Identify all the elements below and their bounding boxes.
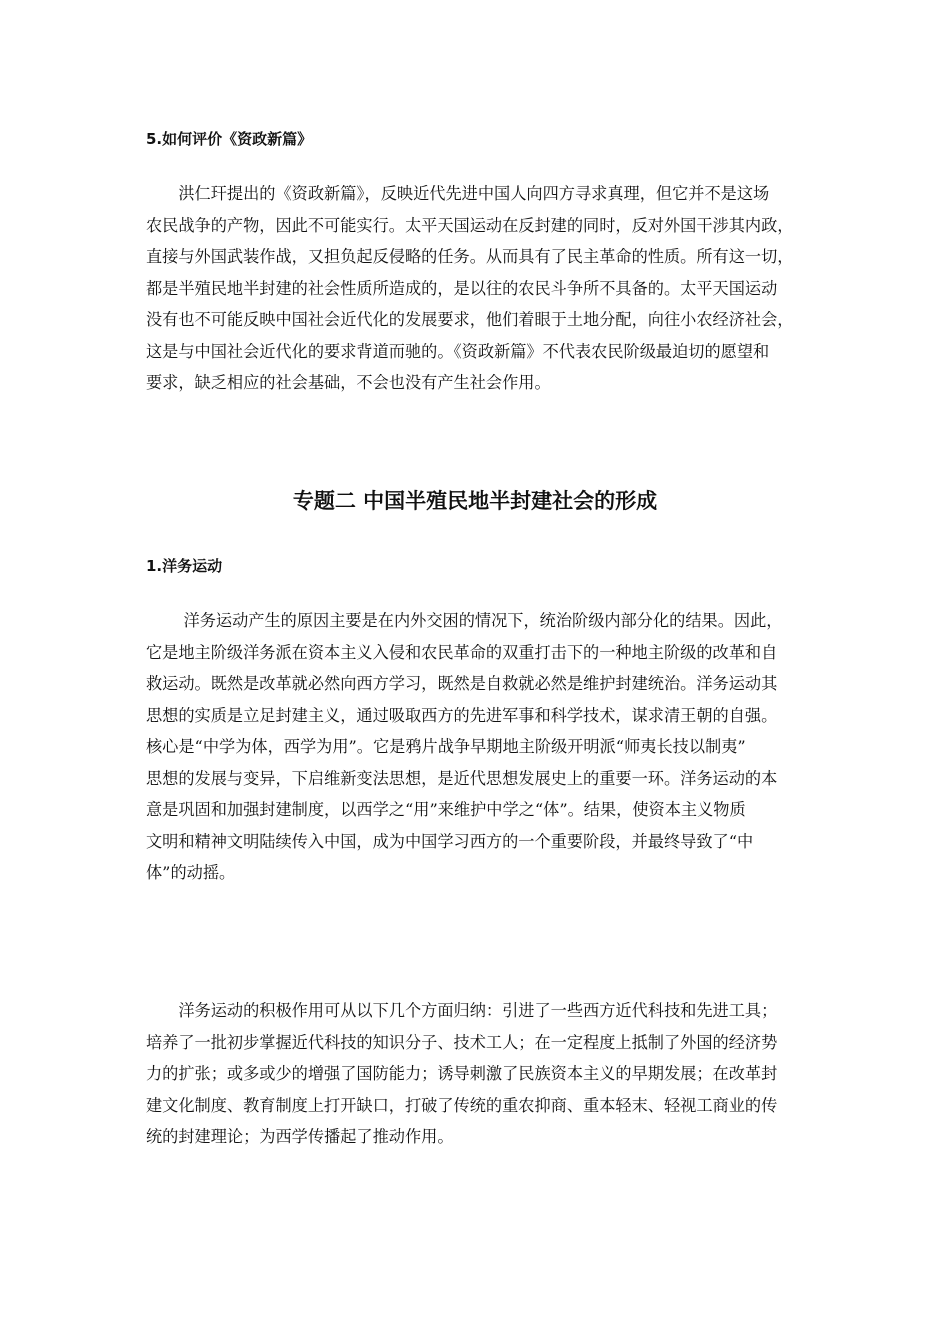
paragraph-line: 救运动。既然是改革就必然向西方学习，既然是自救就必然是维护封建统治。洋务运动其 (146, 674, 778, 693)
section-5-heading: 5.如何评价《资政新篇》 (146, 130, 313, 148)
paragraph-line: 都是半殖民地半封建的社会性质所造成的，是以往的农民斗争所不具备的。太平天国运动 (146, 278, 778, 298)
paragraph-line: 思想的发展与变异，下启维新变法思想，是近代思想发展史上的重要一环。洋务运动的本 (146, 768, 778, 788)
paragraph-line: 洋务运动产生的原因主要是在内外交困的情况下，统治阶级内部分化的结果。因此， (146, 611, 783, 630)
paragraph-line: 它是地主阶级洋务派在资本主义入侵和农民革命的双重打击下的一种地主阶级的改革和自 (146, 642, 778, 662)
paragraph-line: 洪仁玕提出的《资政新篇》，反映近代先进中国人向四方寻求真理，但它并不是这场 (146, 184, 770, 203)
paragraph-line: 培养了一批初步掌握近代科技的知识分子、技术工人；在一定程度上抵制了外国的经济势 (146, 1032, 778, 1052)
section-5-paragraph (146, 178, 808, 399)
paragraph-line: 洋务运动的积极作用可从以下几个方面归纳：引进了一些西方近代科技和先进工具； (146, 1001, 778, 1020)
paragraph-line: 思想的实质是立足封建主义，通过吸取西方的先进军事和科学技术，谋求清王朝的自强。 (146, 705, 778, 725)
topic-2-title: 专题二 中国半殖民地半封建社会的形成 (292, 489, 658, 513)
section-1-heading: 1.洋务运动 (146, 557, 223, 575)
paragraph-line: 文明和精神文明陆续传入中国，成为中国学习西方的一个重要阶段，并最终导致了“中 (146, 831, 754, 851)
paragraph-line: 这是与中国社会近代化的要求背道而驰的。《资政新篇》不代表农民阶级最迫切的愿望和 (146, 341, 770, 361)
paragraph-line: 直接与外国武装作战，又担负起反侵略的任务。从而具有了民主革命的性质。所有这一切， (146, 247, 794, 266)
paragraph-line: 统的封建理论；为西学传播起了推动作用。 (146, 1127, 454, 1146)
section-1-paragraph-2 (146, 995, 808, 1153)
paragraph-line: 力的扩张；或多或少的增强了国防能力；诱导刺激了民族资本主义的早期发展；在改革封 (146, 1064, 778, 1083)
paragraph-line: 核心是“中学为体，西学为用”。它是鸦片战争早期地主阶级开明派“师夷长技以制夷” (146, 737, 746, 756)
paragraph-line: 要求，缺乏相应的社会基础，不会也没有产生社会作用。 (146, 373, 551, 392)
paragraph-line: 没有也不可能反映中国社会近代化的发展要求，他们着眼于土地分配，向往小农经济社会， (146, 310, 794, 329)
paragraph-line: 农民战争的产物，因此不可能实行。太平天国运动在反封建的同时，反对外国干涉其内政， (146, 215, 794, 235)
paragraph-line: 建文化制度、教育制度上打开缺口，打破了传统的重农抑商、重本轻末、轻视工商业的传 (146, 1095, 778, 1115)
paragraph-line: 体”的动摇。 (146, 863, 236, 882)
paragraph-line: 意是巩固和加强封建制度，以西学之“用”来维护中学之“体”。结果，使资本主义物质 (146, 800, 746, 819)
section-1-paragraph-1 (146, 605, 808, 889)
